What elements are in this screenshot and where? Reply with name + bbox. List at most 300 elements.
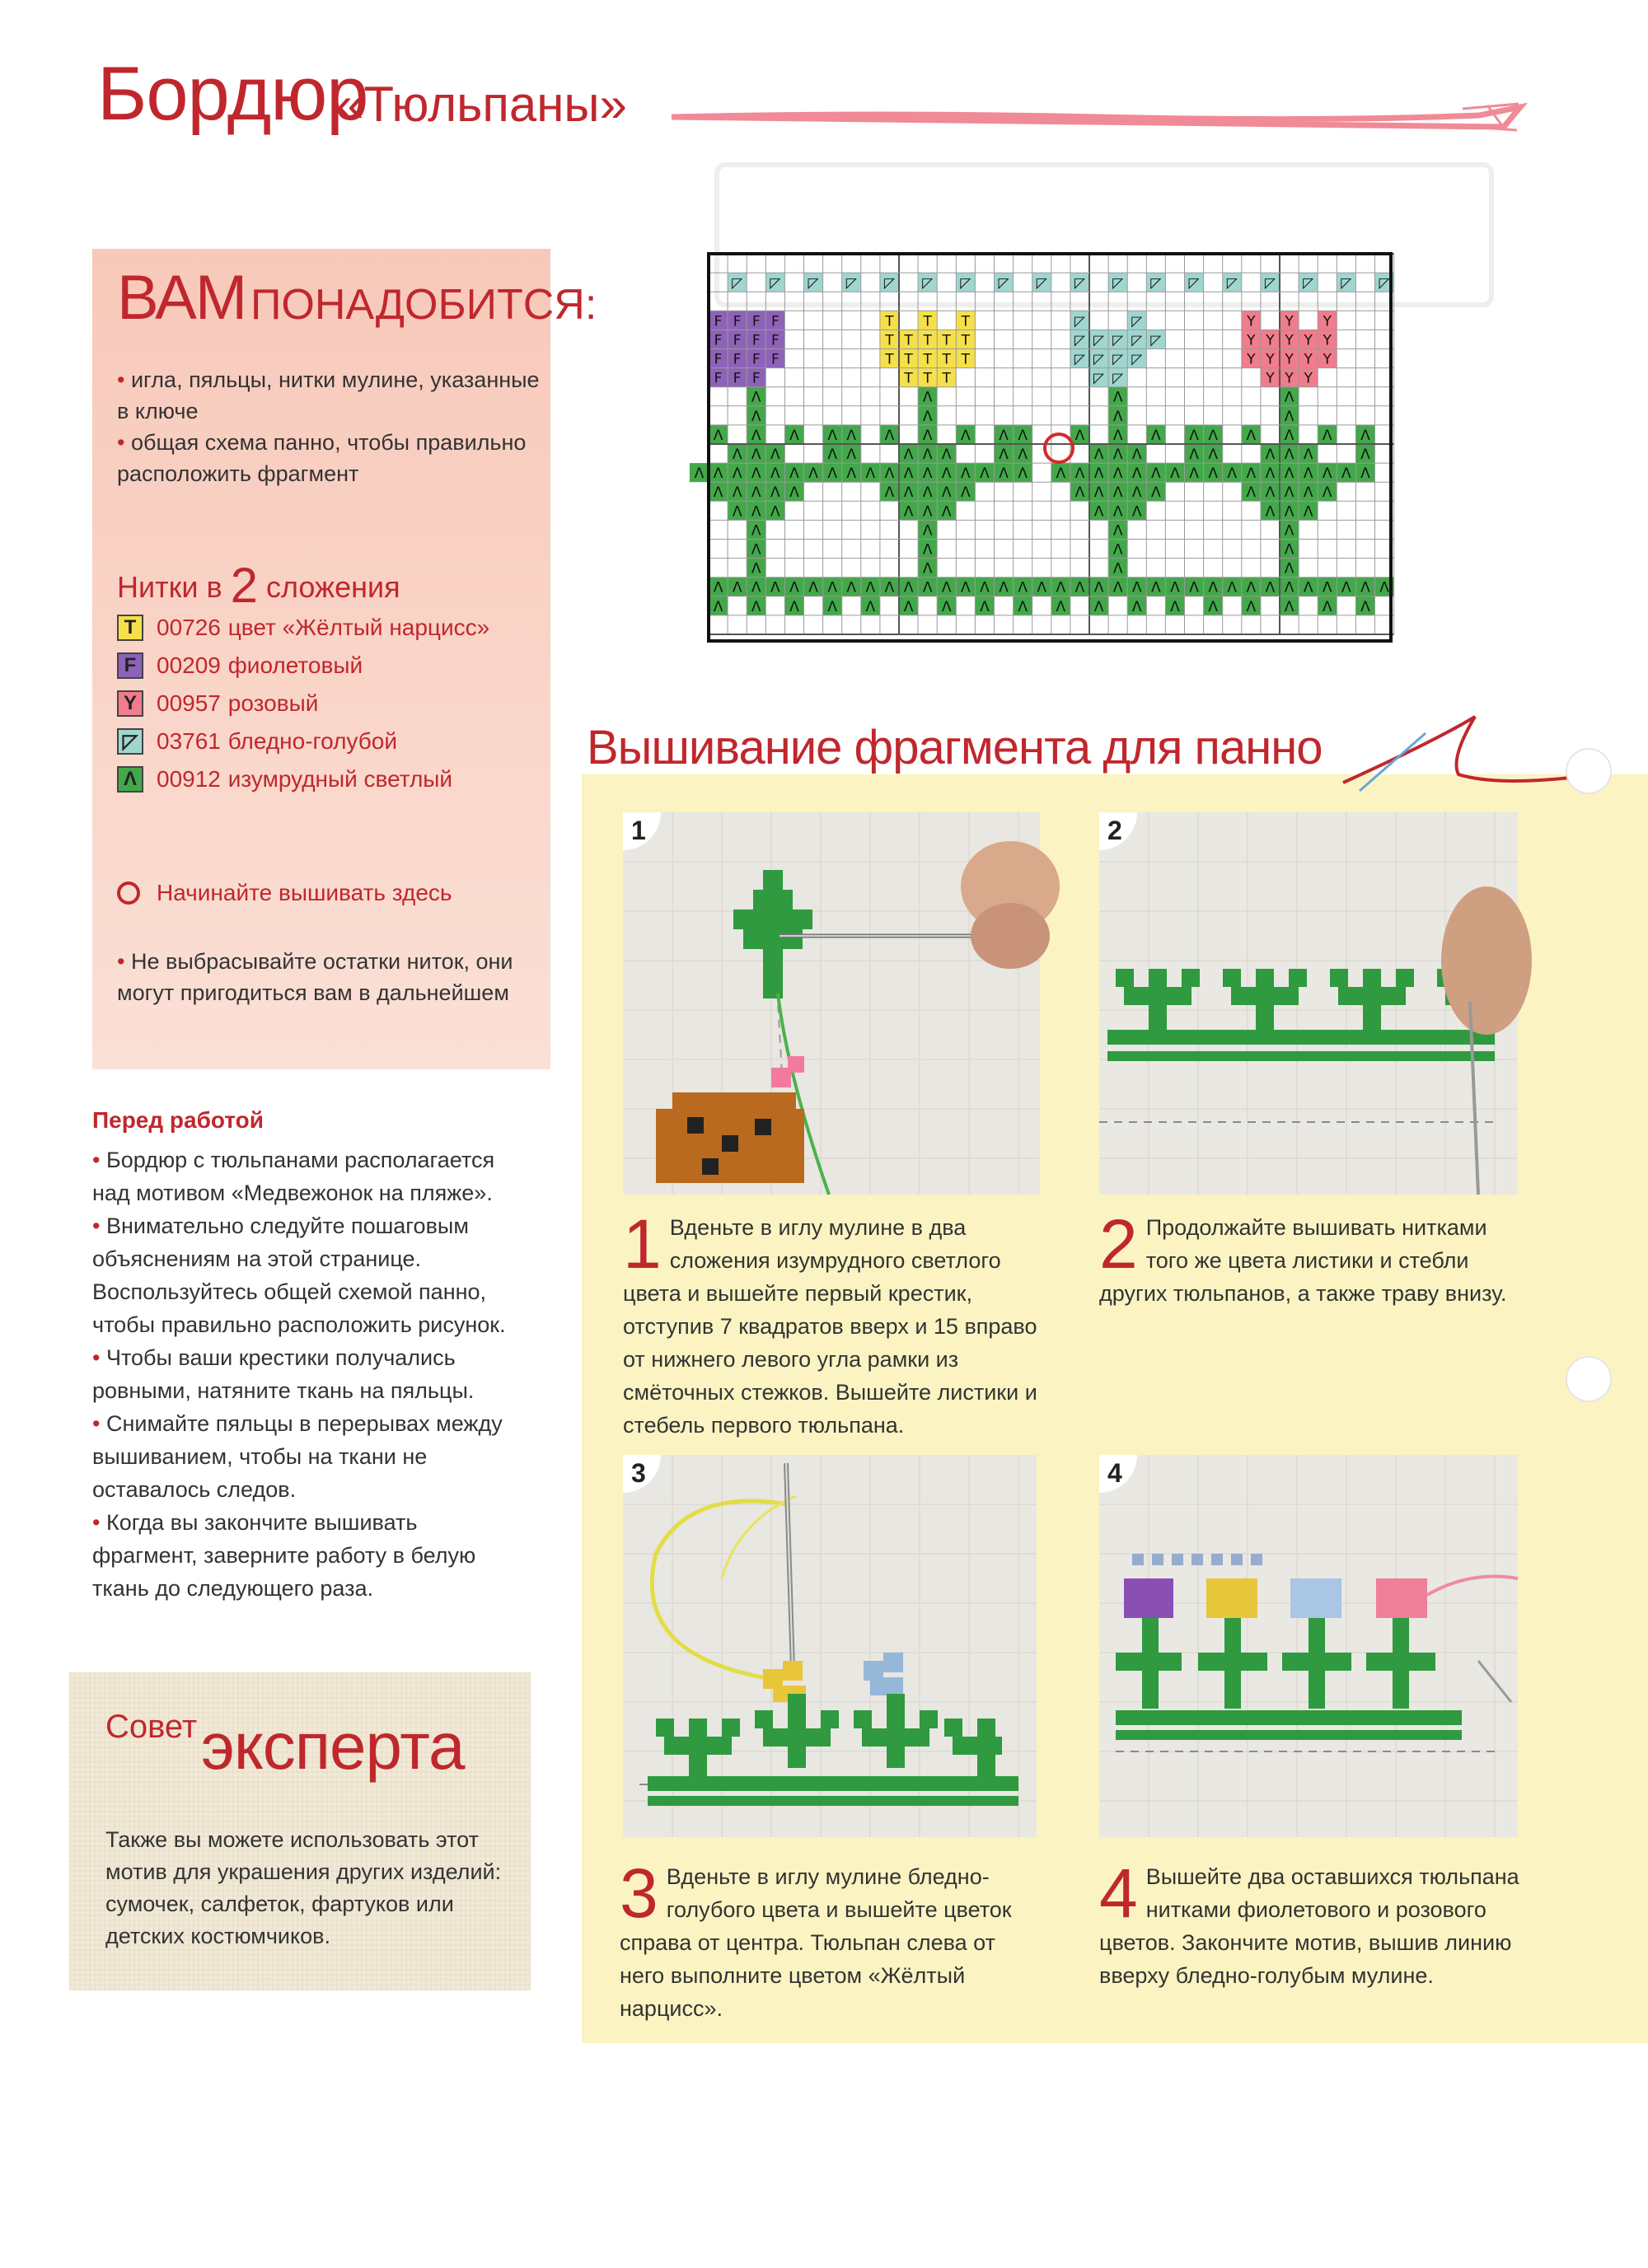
chart-stitch-symbol: Λ [1112,408,1123,425]
chart-stitch-symbol: T [885,332,894,349]
circle-icon [117,881,140,905]
chart-stitch-symbol: Λ [1265,579,1276,596]
chart-stitch-symbol: Λ [732,465,742,483]
start-circle-icon [1045,434,1073,462]
chart-stitch-symbol: Λ [865,579,876,596]
photo-number: 3 [623,1455,661,1493]
chart-stitch-symbol: Λ [1246,427,1257,444]
chart-stitch-symbol: Λ [903,598,914,615]
legend-color-name: изумрудный светлый [227,766,453,792]
chart-stitch-symbol: Λ [884,465,895,483]
chart-stitch-symbol: T [923,370,932,387]
chart-stitch-symbol: ◸ [1131,332,1143,349]
materials-item [117,364,545,427]
chart-stitch-symbol: Λ [1284,503,1295,521]
chart-stitch-symbol: Λ [1056,598,1066,615]
chart-stitch-symbol: Λ [1056,579,1066,596]
bullet-icon: • [92,1411,106,1436]
chart-stitch-symbol: Λ [846,427,857,444]
chart-stitch-symbol: Λ [884,484,895,502]
step-instruction-2 [1099,1205,1519,1310]
chart-stitch-symbol: T [904,351,913,368]
chart-stitch-symbol: F [733,332,742,349]
chart-stitch-symbol: Λ [1074,484,1085,502]
chart-stitch-symbol: Λ [827,598,837,615]
photo-number: 2 [1099,812,1137,850]
chart-stitch-symbol: Λ [1284,579,1295,596]
legend-symbol: Y [117,690,143,717]
page-subtitle: «Тюльпаны» [336,77,627,132]
threads-heading-text: Нитки в [117,570,222,604]
chart-stitch-symbol: Λ [827,579,837,596]
legend-color-name: цвет «Жёлтый нарцисс» [227,615,490,640]
chart-stitch-symbol: Λ [961,484,971,502]
chart-stitch-symbol: Λ [1131,447,1142,464]
chart-stitch-symbol: T [885,313,894,330]
chart-stitch-symbol: T [923,332,932,349]
chart-stitch-symbol: ◸ [1074,332,1085,349]
embroidery-photo [1099,1455,1518,1837]
chart-stitch-symbol: Λ [903,484,914,502]
legend-code: 00209 [157,652,221,678]
bullet-icon: • [92,1510,106,1535]
chart-stitch-symbol: ◸ [1303,275,1314,292]
chart-stitch-symbol: Λ [1227,465,1238,483]
chart-stitch-symbol: Λ [1189,579,1199,596]
chart-stitch-symbol: Λ [808,465,818,483]
chart-stitch-symbol: ◸ [1093,370,1105,387]
chart-stitch-symbol: Λ [1112,447,1123,464]
legend-symbol: ◸ [117,728,143,755]
expert-tip-title: Совет [105,1709,198,1745]
chart-stitch-symbol: ◸ [808,275,819,292]
chart-stitch-symbol: Λ [1284,541,1295,559]
chart-stitch-symbol: Λ [1360,465,1370,483]
chart-stitch-symbol: Λ [789,465,799,483]
chart-stitch-symbol: Λ [1093,465,1104,483]
chart-stitch-symbol: Λ [884,579,895,596]
chart-stitch-symbol: Y [1247,313,1256,330]
chart-stitch-symbol: Λ [1018,427,1028,444]
chart-stitch-symbol: T [885,351,894,368]
chart-stitch-symbol: ◸ [1074,351,1085,368]
chart-stitch-symbol: Λ [980,579,990,596]
chart-stitch-symbol: Λ [770,579,780,596]
chart-stitch-symbol: Λ [770,484,780,502]
chart-stitch-symbol: Λ [846,465,857,483]
step-photo-2 [1099,812,1518,1195]
chart-stitch-symbol: ◸ [1188,275,1200,292]
chart-stitch-symbol: Λ [732,579,742,596]
chart-stitch-symbol: F [770,351,780,368]
chart-stitch-symbol: Λ [1018,465,1028,483]
chart-stitch-symbol: Λ [827,427,837,444]
chart-stitch-symbol: Λ [1208,598,1218,615]
bullet-icon: • [92,1148,106,1172]
chart-stitch-symbol: ◸ [770,275,781,292]
legend-code: 00957 [157,690,221,716]
chart-stitch-symbol: Λ [941,579,952,596]
chart-stitch-symbol: Λ [732,503,742,521]
chart-stitch-symbol: ◸ [1341,275,1352,292]
chart-stitch-symbol: Λ [1227,579,1238,596]
chart-stitch-symbol: Λ [1265,503,1276,521]
materials-note-text: Не выбрасывайте остатки ниток, они могут пригодиться вам в дальнейшем [117,949,513,1005]
chart-stitch-symbol: Λ [941,465,952,483]
chart-stitch-symbol: Y [1285,351,1294,368]
chart-stitch-symbol: ◸ [1150,332,1162,349]
chart-stitch-symbol: Y [1285,332,1294,349]
chart-stitch-symbol: Λ [1093,484,1104,502]
chart-stitch-symbol: Λ [789,598,799,615]
chart-stitch-symbol: Λ [1093,579,1104,596]
chart-stitch-symbol: Λ [1112,560,1123,578]
chart-stitch-symbol: T [923,351,932,368]
legend-symbol: Λ [117,766,143,793]
chart-stitch-symbol: Λ [1131,598,1142,615]
chart-stitch-symbol: Λ [999,579,1009,596]
chart-stitch-symbol: Λ [1322,484,1332,502]
before-work-paragraph [92,1143,521,1209]
bullet-icon: • [117,949,131,974]
chart-stitch-symbol: Y [1304,332,1313,349]
chart-stitch-symbol: Λ [1093,598,1104,615]
chart-stitch-symbol: ◸ [960,275,971,292]
chart-stitch-symbol: Λ [789,484,799,502]
chart-stitch-symbol: Λ [751,541,761,559]
chart-stitch-symbol: Λ [1112,465,1123,483]
chart-stitch-symbol: Λ [1360,427,1370,444]
chart-stitch-symbol: Λ [1303,484,1313,502]
legend-row [117,727,397,756]
legend-row [117,613,489,643]
chart-stitch-symbol: Λ [1018,598,1028,615]
start-marker-key [117,877,452,910]
chart-stitch-symbol: ◸ [1264,275,1276,292]
chart-stitch-symbol: Λ [1189,465,1199,483]
chart-stitch-symbol: Λ [1265,447,1276,464]
chart-stitch-symbol: ◸ [1036,275,1047,292]
chart-stitch-symbol: Λ [1131,465,1142,483]
chart-stitch-symbol: Λ [961,427,971,444]
embroidery-photo [1099,812,1518,1195]
bullet-icon: • [92,1345,106,1370]
embroidery-photo [623,812,1040,1195]
chart-stitch-symbol: Y [1266,351,1275,368]
chart-stitch-symbol: Y [1285,370,1294,387]
threads-count: 2 [230,558,258,613]
chart-stitch-symbol: Λ [1151,465,1161,483]
chart-stitch-symbol: Y [1304,370,1313,387]
materials-item-text: общая схема панно, чтобы правильно расположить фрагмент [117,430,527,486]
step-instruction-3 [620,1854,1040,2025]
chart-stitch-symbol: Λ [732,447,742,464]
chart-stitch-symbol: Λ [1360,447,1370,464]
chart-stitch-symbol: Y [1323,351,1332,368]
chart-stitch-symbol: Λ [1151,484,1161,502]
chart-stitch-symbol: Λ [1208,447,1218,464]
chart-stitch-symbol: Λ [808,579,818,596]
thread-curve-decoration [1335,708,1599,799]
chart-stitch-symbol: Λ [1112,427,1123,444]
before-work-paragraph [92,1341,521,1407]
chart-stitch-symbol: T [961,351,971,368]
step-text: Продолжайте вышивать нитками того же цвета листики и стебли других тюльпанов, а также траву внизу. [1099,1215,1507,1306]
chart-stitch-symbol: Λ [1112,522,1123,540]
chart-stitch-symbol: Λ [922,447,933,464]
chart-stitch-symbol: Λ [827,465,837,483]
chart-stitch-symbol: Λ [1170,579,1180,596]
chart-stitch-symbol: Λ [1246,598,1257,615]
chart-stitch-symbol: Λ [751,389,761,406]
chart-stitch-symbol: Λ [1074,427,1085,444]
chart-stitch-symbol: ◸ [1131,313,1143,330]
chart-stitch-symbol: Λ [1284,522,1295,540]
chart-stitch-symbol: Λ [751,465,761,483]
chart-stitch-symbol: ◸ [1131,351,1143,368]
threads-heading-text: сложения [266,570,400,604]
chart-stitch-symbol: Λ [922,389,933,406]
chart-stitch-symbol: T [942,332,951,349]
chart-stitch-symbol: ◸ [1150,275,1162,292]
page-title: Бордюр [97,52,368,136]
chart-stitch-symbol: Λ [922,560,933,578]
chart-stitch-symbol: Λ [751,522,761,540]
chart-stitch-symbol: Λ [1303,579,1313,596]
chart-stitch-symbol: Λ [903,465,914,483]
expert-tip-text: Также вы можете использовать этот мотив для украшения других изделий: сумочек, салфеток, фартуков или детских костюмчиков. [105,1827,502,1948]
chart-stitch-symbol: ◸ [998,275,1009,292]
chart-stitch-symbol: ◸ [1112,332,1124,349]
chart-stitch-symbol: ◸ [1093,332,1105,349]
step-number: 1 [623,1205,662,1283]
chart-stitch-symbol: Λ [1189,427,1199,444]
chart-stitch-symbol: Λ [1341,465,1351,483]
embroidery-photo [623,1455,1037,1837]
legend-code: 03761 [157,728,221,754]
step-photo-4 [1099,1455,1518,1837]
chart-stitch-symbol: Λ [751,579,761,596]
chart-stitch-symbol: Y [1247,332,1256,349]
chart-stitch-symbol: F [714,313,723,330]
chart-stitch-symbol: F [733,313,742,330]
step-text: Вденьте в иглу мулине в два сложения изумрудного светлого цвета и вышейте первый крестик, отступив 7 квадратов вверх и 15 вправо от нижнего левого угла рамки из смёточных стежков. Вышейте листики и стебель первого тюльпана. [623,1215,1037,1438]
chart-stitch-symbol: T [961,313,971,330]
materials-title-cont: ПОНАДОБИТСЯ: [250,281,597,329]
chart-stitch-symbol: Λ [922,579,933,596]
chart-stitch-symbol: Λ [922,427,933,444]
chart-stitch-symbol: Y [1266,332,1275,349]
chart-stitch-symbol: Λ [1208,579,1218,596]
chart-stitch-symbol: Λ [846,579,857,596]
chart-stitch-symbol: ◸ [1112,351,1124,368]
legend-code: 00912 [157,766,221,792]
chart-stitch-symbol: Y [1323,313,1332,330]
chart-stitch-symbol: Λ [1284,427,1295,444]
step-photo-3 [623,1455,1037,1837]
chart-stitch-symbol: Λ [961,579,971,596]
legend-symbol: T [117,615,143,641]
binder-hole [1566,1356,1612,1402]
chart-stitch-symbol: Λ [1379,579,1389,596]
chart-stitch-symbol: Λ [1018,579,1028,596]
chart-stitch-symbol: Λ [903,503,914,521]
chart-stitch-symbol: Λ [1322,579,1332,596]
chart-stitch-symbol: Λ [1322,427,1332,444]
chart-stitch-symbol: ◸ [732,275,743,292]
chart-stitch-symbol: Λ [1322,465,1332,483]
chart-stitch-symbol: Λ [884,427,895,444]
chart-stitch-symbol: Λ [846,447,857,464]
legend-color-name: розовый [227,690,319,716]
chart-stitch-symbol: F [751,332,761,349]
chart-stitch-symbol: ◸ [1074,313,1085,330]
step-photo-1 [623,812,1040,1195]
before-work-paragraph-text: Чтобы ваши крестики получались ровными, натяните ткань на пяльцы. [92,1345,475,1403]
chart-stitch-symbol: Λ [1056,465,1066,483]
chart-stitch-symbol: ◸ [1112,370,1124,387]
chart-stitch-symbol: Λ [713,579,723,596]
chart-stitch-symbol: Λ [1151,579,1161,596]
chart-stitch-symbol: ◸ [845,275,857,292]
photo-number: 4 [1099,1455,1137,1493]
materials-item-text: игла, пяльцы, нитки мулине, указанные в ключе [117,367,540,423]
chart-stitch-symbol: Λ [770,447,780,464]
chart-stitch-symbol: Λ [827,447,837,464]
chart-stitch-symbol: Λ [1284,447,1295,464]
chart-stitch-symbol: Λ [1265,484,1276,502]
cross-stitch-chart [694,252,1393,643]
chart-stitch-symbol: Λ [922,484,933,502]
chart-stitch-symbol: F [751,313,761,330]
before-work-text [92,1143,521,1605]
chart-stitch-symbol: F [751,370,761,387]
chart-stitch-symbol: Λ [713,598,723,615]
before-work-paragraph [92,1506,521,1605]
chart-stitch-symbol: T [904,332,913,349]
chart-stitch-symbol: Y [1323,332,1332,349]
bullet-icon: • [92,1213,106,1238]
chart-stitch-symbol: Λ [941,447,952,464]
legend-row [117,651,363,680]
chart-stitch-symbol: ◸ [922,275,934,292]
chart-stitch-symbol: Λ [751,598,761,615]
chart-stitch-symbol: Λ [903,579,914,596]
chart-stitch-symbol: Λ [751,427,761,444]
chart-stitch-symbol: Λ [941,484,952,502]
chart-stitch-symbol: F [770,313,780,330]
chart-stitch-symbol: Λ [1112,503,1123,521]
chart-stitch-symbol: Λ [941,598,952,615]
step-instruction-4 [1099,1854,1519,1992]
chart-stitch-symbol: Λ [1170,598,1180,615]
chart-stitch-symbol: Λ [922,522,933,540]
legend-row [117,765,452,794]
chart-stitch-symbol: F [770,332,780,349]
chart-stitch-symbol: Λ [1093,447,1104,464]
chart-stitch-symbol: F [751,351,761,368]
photo-number: 1 [623,812,661,850]
chart-stitch-symbol: Λ [1074,465,1085,483]
chart-stitch-symbol: Λ [1284,465,1295,483]
before-work-paragraph-text: Бордюр с тюльпанами располагается над мотивом «Медвежонок на пляже». [92,1148,495,1205]
chart-stitch-symbol: Λ [1131,484,1142,502]
chart-stitch-symbol: Λ [1112,541,1123,559]
chart-stitch-symbol: Λ [751,503,761,521]
bullet-icon: • [117,367,131,392]
chart-stitch-symbol: Λ [789,579,799,596]
chart-stitch-symbol: Λ [1284,389,1295,406]
chart-stitch-symbol: T [923,313,932,330]
legend-symbol: F [117,652,143,679]
chart-stitch-symbol: Λ [999,427,1009,444]
chart-stitch-symbol: Λ [865,465,876,483]
chart-stitch-symbol: Λ [751,560,761,578]
before-work-paragraph-text: Когда вы закончите вышивать фрагмент, заверните работу в белую ткань до следующего раза. [92,1510,476,1601]
chart-stitch-symbol: Λ [1131,503,1142,521]
chart-stitch-symbol: ◸ [1074,275,1085,292]
chart-stitch-symbol: F [714,332,723,349]
before-work-paragraph-text: Внимательно следуйте пошаговым объяснениям на этой странице. Воспользуйтесь общей схемой панно, чтобы правильно расположить рисунок. [92,1213,506,1337]
chart-stitch-symbol: Λ [732,484,742,502]
chart-stitch-symbol: Λ [980,598,990,615]
chart-stitch-symbol: Λ [1018,447,1028,464]
chart-stitch-symbol: Λ [1246,579,1257,596]
chart-stitch-symbol: Λ [999,447,1009,464]
chart-stitch-symbol: Λ [961,465,971,483]
chart-stitch-symbol: T [961,332,971,349]
chart-stitch-symbol: Y [1266,370,1275,387]
chart-stitch-symbol: Λ [751,408,761,425]
chart-stitch-symbol: ◸ [883,275,895,292]
chart-stitch-symbol: Λ [789,427,799,444]
chart-stitch-symbol: Y [1285,313,1294,330]
chart-stitch-symbol: Λ [751,447,761,464]
bullet-icon: • [117,430,131,455]
materials-title: ВАМ [117,263,246,333]
chart-stitch-symbol: Λ [922,541,933,559]
chart-stitch-symbol: Λ [751,484,761,502]
before-work-paragraph-text: Снимайте пяльцы в перерывах между вышиванием, чтобы на ткани не оставалось следов. [92,1411,503,1502]
chart-stitch-symbol: ◸ [1112,275,1124,292]
chart-stitch-symbol: Λ [1322,598,1332,615]
chart-stitch-symbol: F [733,351,742,368]
step-text: Вышейте два оставшихся тюльпана нитками фиолетового и розового цветов. Закончите мотив, вышив линию вверху бледно-голубым мулине. [1099,1864,1519,1988]
chart-stitch-symbol: Λ [1284,598,1295,615]
legend-row [117,689,318,718]
step-text: Вденьте в иглу мулине бледно-голубого цвета и вышейте цветок справа от центра. Тюльпан слева от него выполните цветом «Жёлтый нарцисс». [620,1864,1012,2021]
legend-code: 00726 [157,615,221,640]
step-instruction-1 [623,1205,1043,1442]
chart-stitch-symbol: Λ [1074,579,1085,596]
chart-stitch-symbol: Λ [1112,389,1123,406]
materials-item [117,427,545,489]
chart-stitch-symbol: Λ [865,598,876,615]
chart-stitch-symbol: T [942,370,951,387]
chart-stitch-symbol: Λ [999,465,1009,483]
chart-stitch-symbol: Λ [713,465,723,483]
chart-stitch-symbol: Λ [1112,579,1123,596]
chart-stitch-symbol: Λ [713,484,723,502]
chart-stitch-symbol: Λ [1303,465,1313,483]
chart-stitch-symbol: Λ [1037,579,1047,596]
chart-stitch-symbol: Λ [1208,465,1218,483]
chart-grid [709,254,1394,634]
before-work-heading: Перед работой [92,1107,264,1133]
chart-stitch-symbol: Λ [1170,465,1180,483]
expert-tip-title-cont: эксперта [201,1709,465,1783]
chart-stitch-symbol: Λ [922,503,933,521]
